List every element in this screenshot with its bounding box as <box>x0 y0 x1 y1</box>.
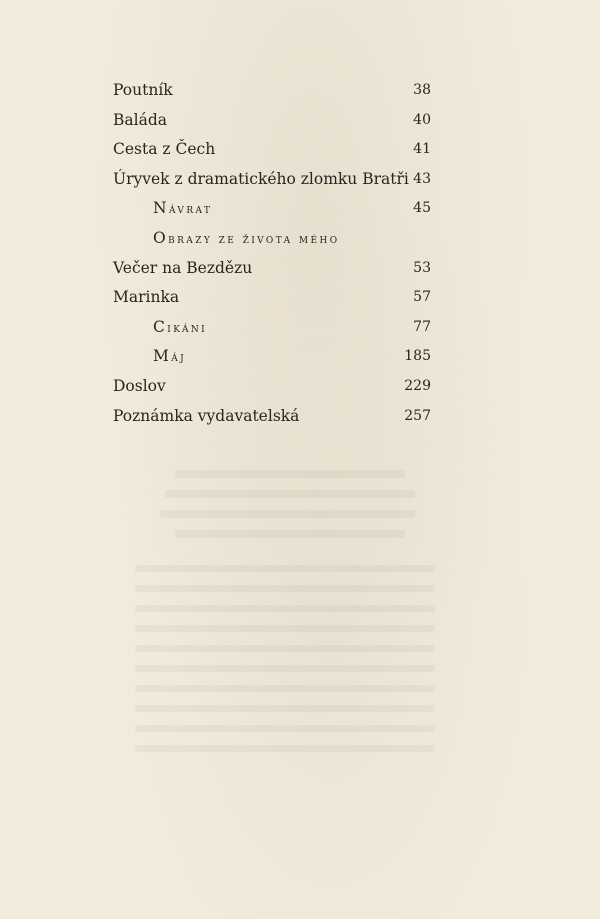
show-through-mark <box>135 705 435 712</box>
toc-subentry <box>113 315 431 345</box>
toc-entry-page: 185 <box>404 348 431 365</box>
toc-entry-title: Poutník <box>113 81 173 99</box>
show-through-mark <box>135 725 435 732</box>
show-through-mark <box>160 510 415 518</box>
show-through-mark <box>135 645 435 652</box>
toc-entry <box>113 256 431 286</box>
toc-entry <box>113 404 431 434</box>
toc-entry <box>113 78 431 108</box>
toc-entry-title: Cesta z Čech <box>113 140 216 159</box>
show-through-mark <box>175 470 405 478</box>
toc-subentry-title: Cikáni <box>153 317 208 336</box>
show-through-mark <box>135 605 435 612</box>
show-through-mark <box>135 745 435 752</box>
toc-entry-page: 43 <box>413 170 431 187</box>
toc-subentry <box>113 344 431 374</box>
toc-entry-page: 45 <box>413 200 431 217</box>
toc-entry-title: Baláda <box>113 110 167 129</box>
toc-entry-page: 40 <box>413 111 431 128</box>
toc-entry-page: 53 <box>413 259 431 276</box>
toc-entry-title: Večer na Bezdězu <box>113 258 253 277</box>
toc-entry <box>113 137 431 167</box>
toc-entry-page: 229 <box>404 377 431 394</box>
toc-entry <box>113 285 431 315</box>
show-through-mark <box>175 530 405 538</box>
toc-entry-title: Marinka <box>113 288 180 307</box>
table-of-contents <box>113 78 431 433</box>
toc-subentry-title: Návrat <box>153 199 213 218</box>
toc-entry-title: Úryvek z dramatického zlomku Bratři <box>113 169 409 188</box>
toc-subentry <box>113 226 431 256</box>
toc-entry-page: 77 <box>413 318 431 335</box>
toc-entry-page: 257 <box>404 407 431 424</box>
toc-entry <box>113 167 431 197</box>
toc-entry-page: 41 <box>413 141 431 158</box>
show-through-mark <box>135 665 435 672</box>
toc-entry-title: Doslov <box>113 376 166 395</box>
toc-entry <box>113 108 431 138</box>
show-through-mark <box>135 565 435 572</box>
show-through-mark <box>165 490 415 498</box>
toc-entry <box>113 374 431 404</box>
toc-entry-page: 38 <box>413 82 431 98</box>
toc-entry-page: 57 <box>413 289 431 306</box>
show-through-mark <box>135 585 435 592</box>
show-through-mark <box>135 625 435 632</box>
show-through-mark <box>135 685 435 692</box>
toc-subentry-title: Máj <box>153 347 187 366</box>
toc-subentry <box>113 196 431 226</box>
toc-entry-title: Poznámka vydavatelská <box>113 406 300 425</box>
toc-subentry-title: Obrazy ze života mého <box>153 228 340 247</box>
